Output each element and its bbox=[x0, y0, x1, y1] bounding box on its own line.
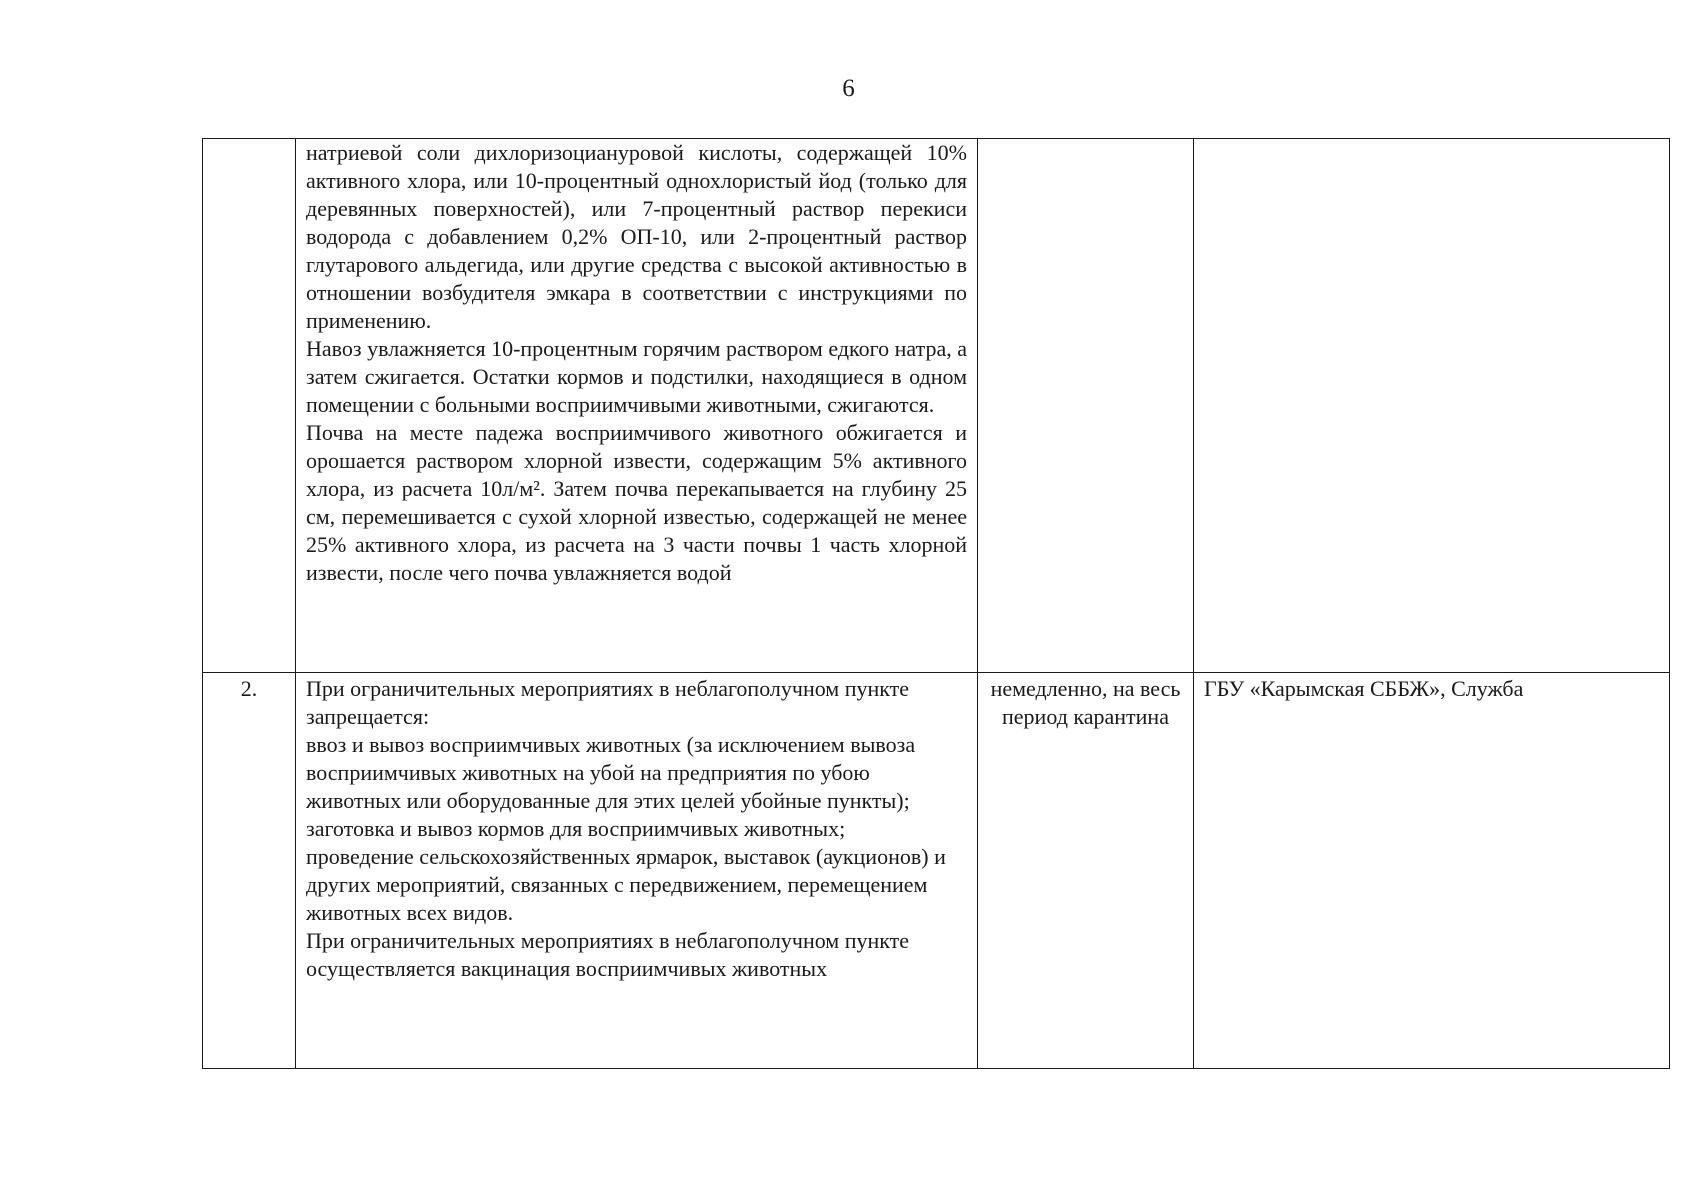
paragraph: заготовка и вывоз кормов для восприимчивых животных; bbox=[306, 816, 846, 841]
row-number-cell bbox=[203, 139, 296, 673]
term-cell bbox=[978, 139, 1194, 673]
term-cell: немедленно, на весь период карантина bbox=[978, 673, 1194, 1069]
responsible-cell bbox=[1194, 139, 1670, 673]
responsible-cell: ГБУ «Карымская СББЖ», Служба bbox=[1194, 673, 1670, 1069]
measure-description-cell bbox=[296, 139, 978, 673]
table-row bbox=[203, 139, 1670, 673]
table-row bbox=[203, 673, 1670, 1069]
paragraph: проведение сельскохозяйственных ярмарок, выставок (аукционов) и других мероприятий, связанных с передвижением, перемещением животных всех видов. bbox=[306, 844, 946, 925]
paragraph: натриевой соли дихлоризоциануровой кислоты, содержащей 10% активного хлора, или 10-процентный однохлористый йод (только для деревянных поверхностей), или 7-процентный раствор перекиси водорода с добавлением 0,2% ОП-10, или 2-процентный раствор глутарового альдегида, или другие средства с высокой активностью в отношении возбудителя эмкара в соответствии с инструкциями по применению. bbox=[306, 140, 967, 333]
paragraph: Навоз увлажняется 10-процентным горячим раствором едкого натра, а затем сжигается. Остатки кормов и подстилки, находящиеся в одном помещении с больными восприимчивыми животными, сжигаются. bbox=[306, 336, 967, 417]
row-number-cell: 2. bbox=[203, 673, 296, 1069]
paragraph: ввоз и вывоз восприимчивых животных (за исключением вывоза восприимчивых животных на убой на предприятия по убою животных или оборудованные для этих целей убойные пункты); bbox=[306, 732, 916, 813]
measures-table bbox=[202, 138, 1670, 1069]
paragraph: Почва на месте падежа восприимчивого животного обжигается и орошается раствором хлорной извести, содержащим 5% активного хлора, из расчета 10л/м². Затем почва перекапывается на глубину 25 см, перемешивается с сухой хлорной известью, содержащей не менее 25% активного хлора, из расчета на 3 части почвы 1 часть хлорной извести, после чего почва увлажняется водой bbox=[306, 420, 967, 585]
page-number: 6 bbox=[842, 75, 855, 102]
paragraph: При ограничительных мероприятиях в неблагополучном пункте осуществляется вакцинация восприимчивых животных bbox=[306, 928, 910, 981]
paragraph: При ограничительных мероприятиях в неблагополучном пункте запрещается: bbox=[306, 676, 910, 729]
measure-description-cell bbox=[296, 673, 978, 1069]
